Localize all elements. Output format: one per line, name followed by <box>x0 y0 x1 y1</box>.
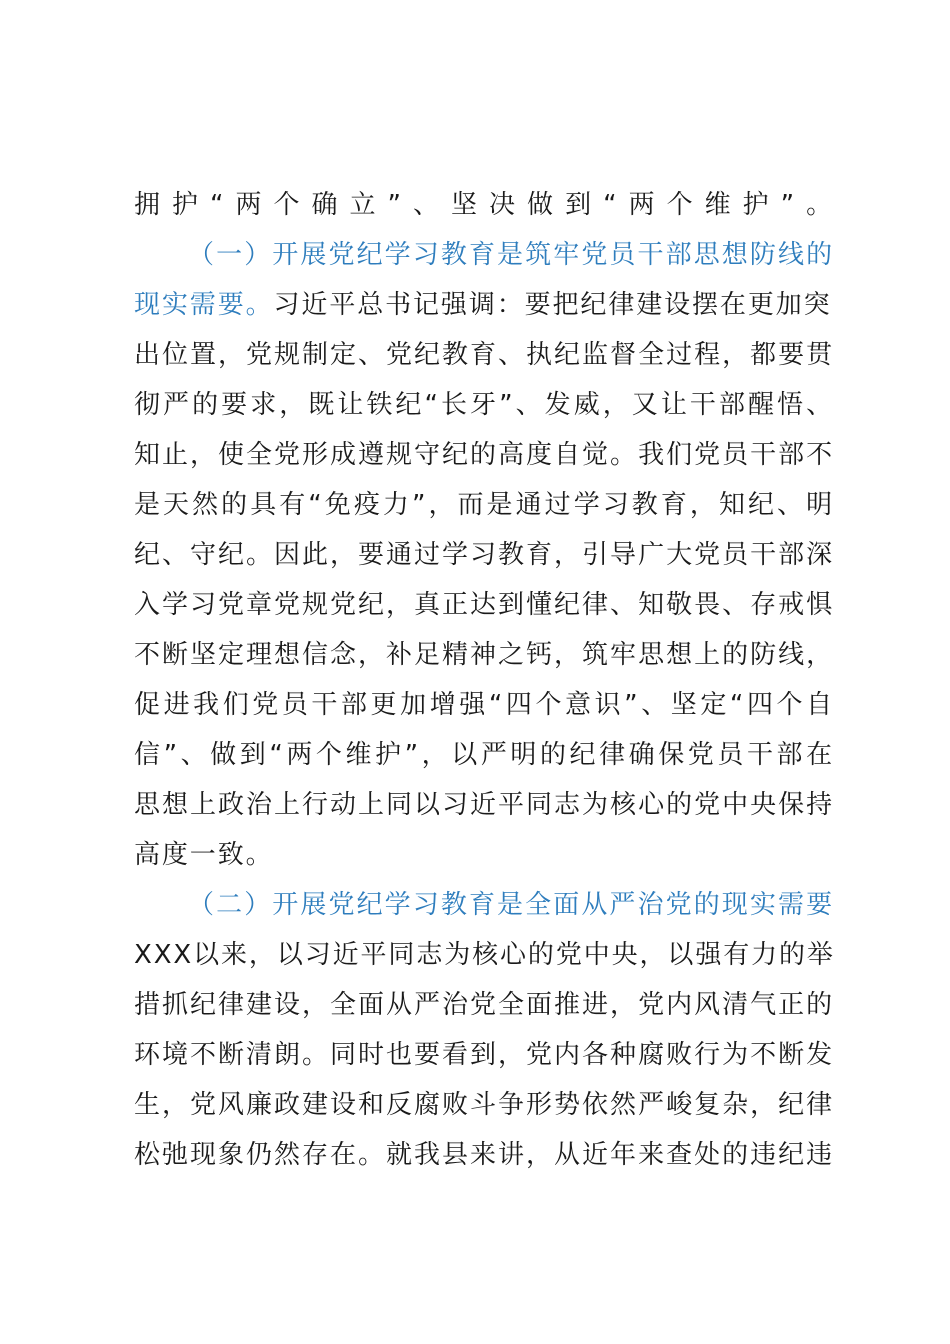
section-heading-2: （二）开展党纪学习教育是全面从严治党的现实需要 <box>188 890 834 920</box>
paragraph-line: 不断坚定理想信念，补足精神之钙，筑牢思想上的防线， <box>134 640 834 670</box>
paragraph-line: 生，党风廉政建设和反腐败斗争形势依然严峻复杂，纪律 <box>134 1090 834 1120</box>
paragraph-line: 入学习党章党规党纪，真正达到懂纪律、知敬畏、存戒惧 <box>134 590 834 620</box>
section-heading-1: （一）开展党纪学习教育是筑牢党员干部思想防线的 <box>188 240 834 270</box>
paragraph-line: XXX以来，以习近平同志为核心的党中央，以强有力的举 <box>134 940 835 970</box>
paragraph-line <box>134 280 834 330</box>
paragraph-line: 纪、守纪。因此，要通过学习教育，引导广大党员干部深 <box>134 540 834 570</box>
paragraph-line: 环境不断清朗。同时也要看到，党内各种腐败行为不断发 <box>134 1040 834 1070</box>
paragraph-line: 思想上政治上行动上同以习近平同志为核心的党中央保持 <box>134 790 834 820</box>
paragraph-line: 高度一致。 <box>134 840 274 870</box>
paragraph-line: 措抓纪律建设，全面从严治党全面推进，党内风清气正的 <box>134 990 834 1020</box>
paragraph-line: 松弛现象仍然存在。就我县来讲，从近年来查处的违纪违 <box>134 1140 834 1170</box>
paragraph-line: 拥护“两个确立”、坚决做到“两个维护”。 <box>134 190 834 220</box>
paragraph-line: 出位置，党规制定、党纪教育、执纪监督全过程，都要贯 <box>134 340 834 370</box>
paragraph-line: 促进我们党员干部更加增强“四个意识”、坚定“四个自 <box>134 690 834 720</box>
paragraph-line: 彻严的要求，既让铁纪“长牙”、发威，又让干部醒悟、 <box>134 390 834 420</box>
section-heading-1-tail: 现实需要。 <box>134 290 274 320</box>
paragraph-line: 知止，使全党形成遵规守纪的高度自觉。我们党员干部不 <box>134 440 834 470</box>
paragraph-text: 习近平总书记强调：要把纪律建设摆在更加突 <box>273 290 832 320</box>
paragraph-line: 信”、做到“两个维护”，以严明的纪律确保党员干部在 <box>134 740 834 770</box>
paragraph-line: 是天然的具有“免疫力”，而是通过学习教育，知纪、明 <box>134 490 834 520</box>
